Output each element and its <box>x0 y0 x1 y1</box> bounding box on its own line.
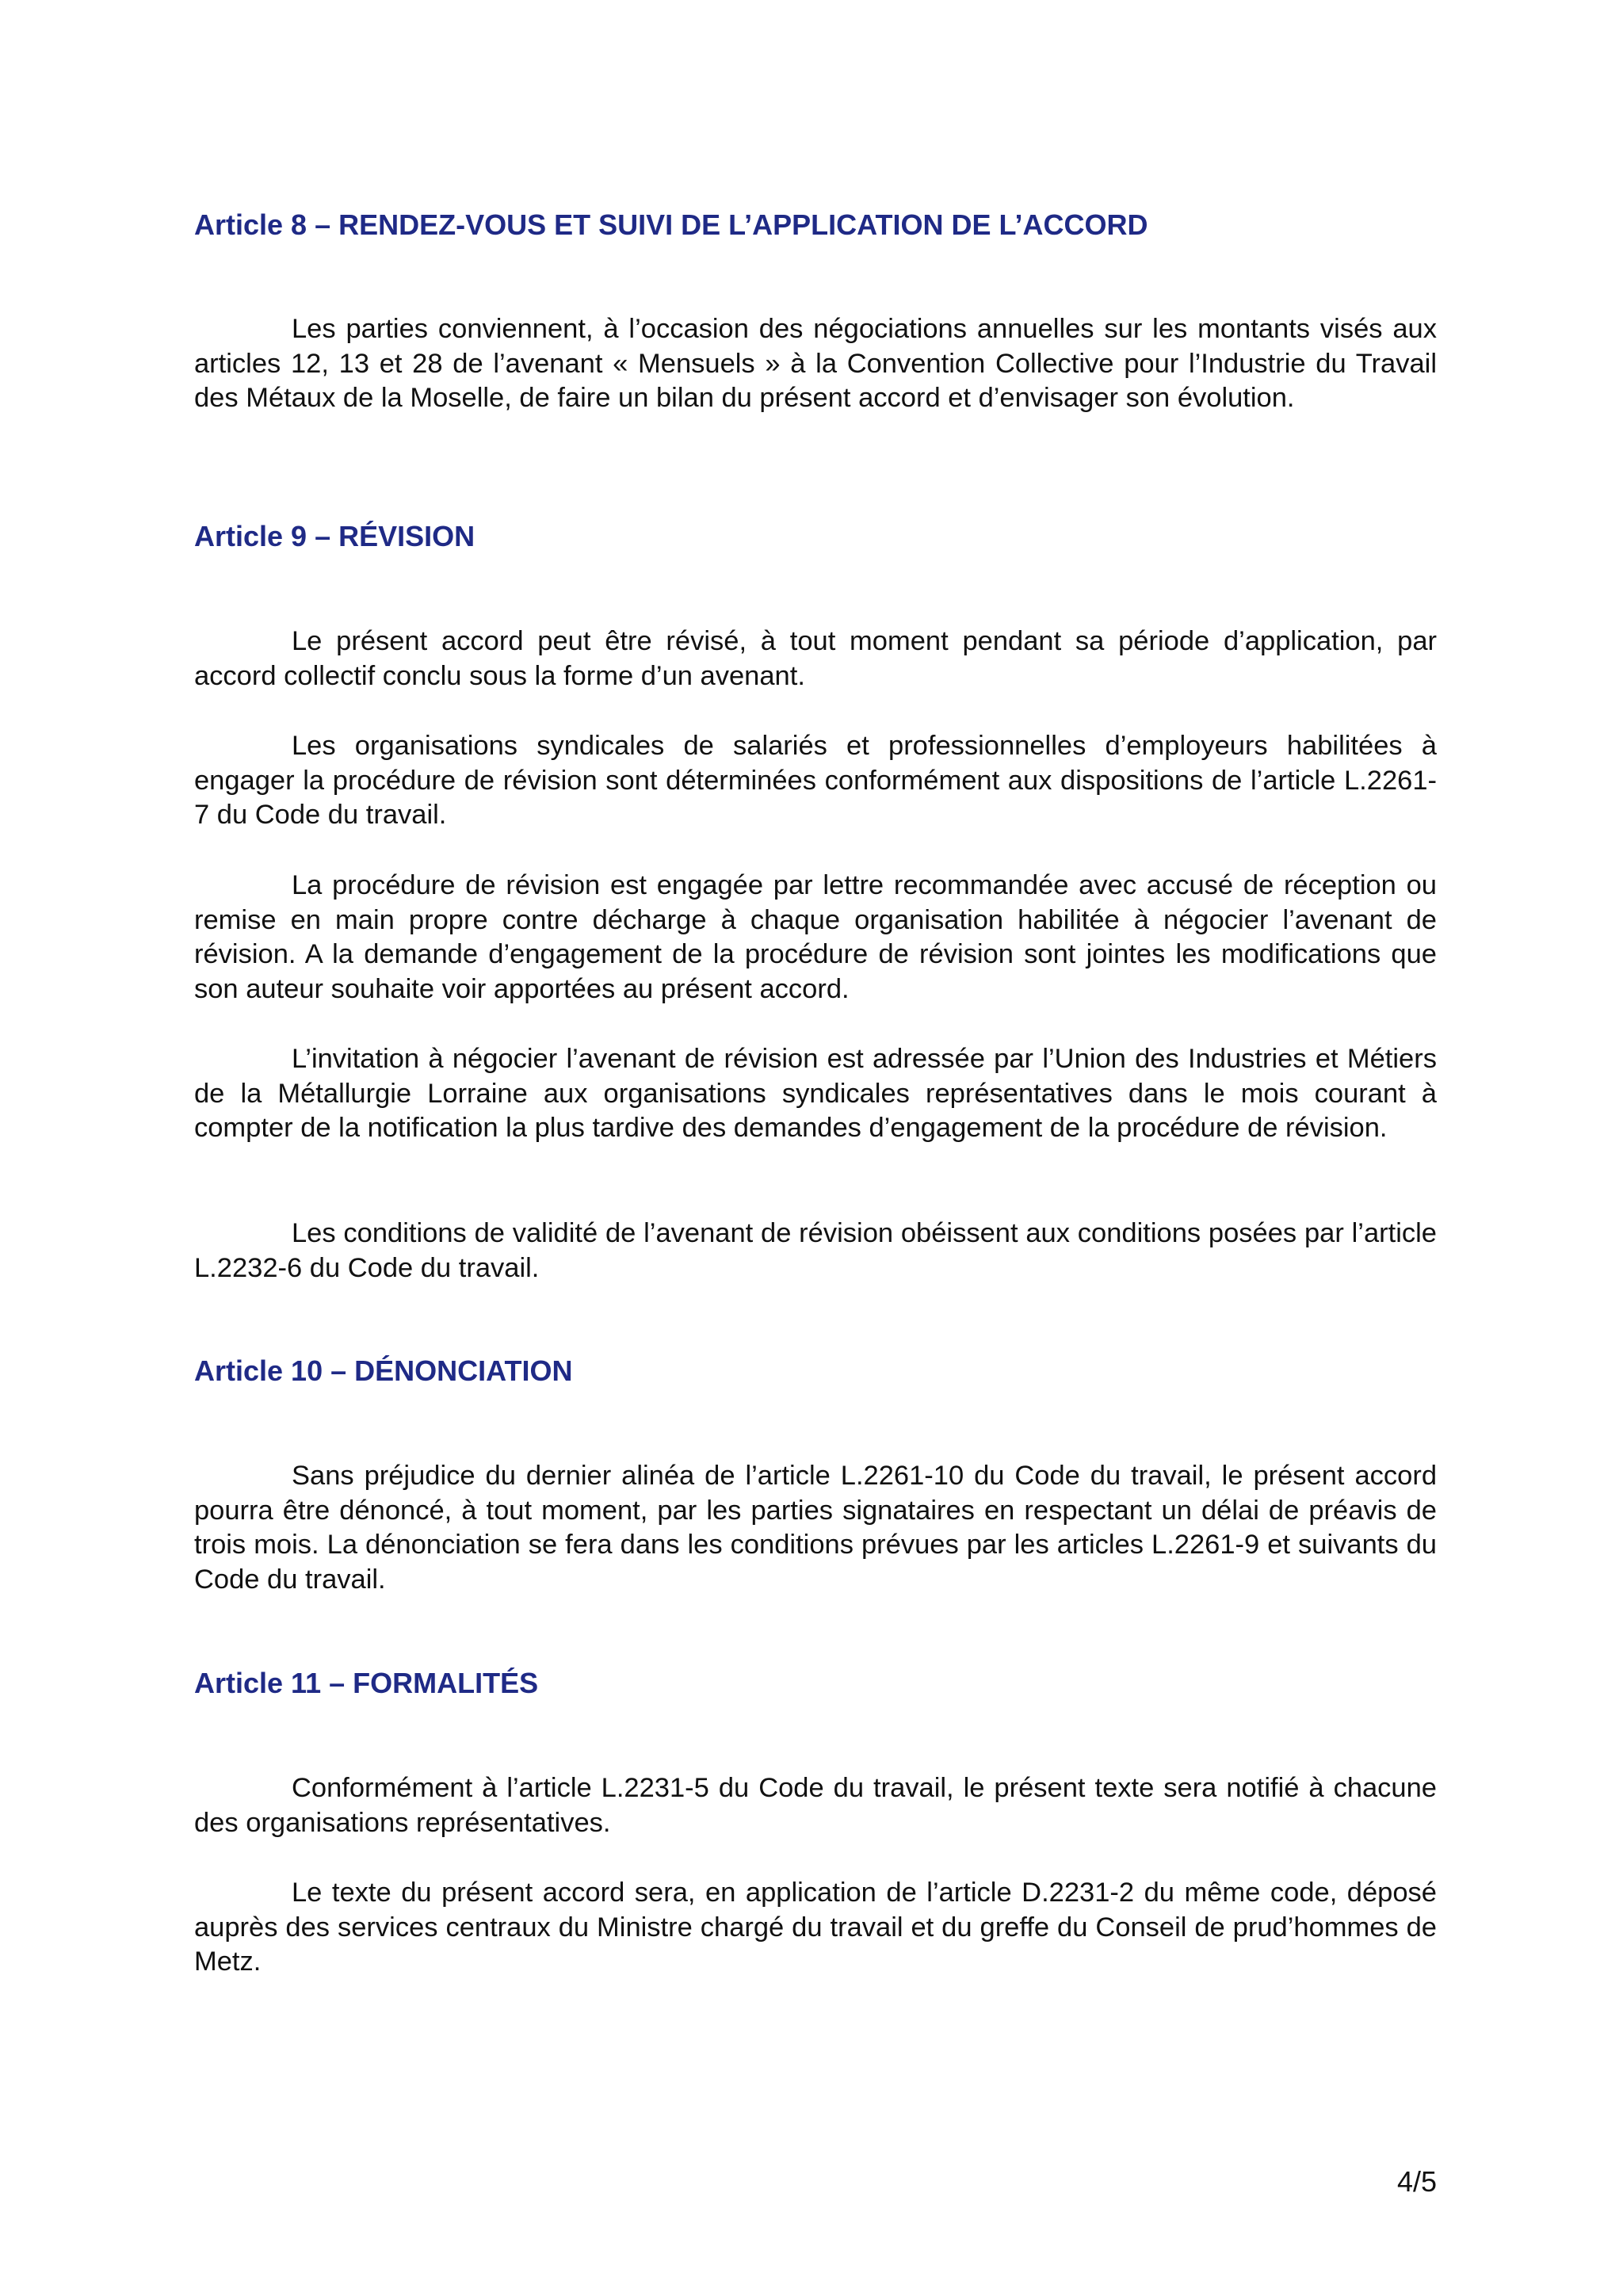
article-9-paragraph-2: Les organisations syndicales de salariés et professionnelles d’employeurs habilitées à engager la procédure de révision sont déterminées conformément aux dispositions de l’article L.2261-7 du Code du travail. <box>194 731 1437 831</box>
article-10-paragraph-1: Sans préjudice du dernier alinéa de l’article L.2261-10 du Code du travail, le présent accord pourra être dénoncé, à tout moment, par les parties signataires en respectant un délai de préavis de trois mois. La dénonciation se fera dans les conditions prévues par les articles L.2261-9 et suivants du Code du travail. <box>194 1461 1437 1595</box>
document-page <box>194 0 1437 2296</box>
article-8-paragraph-1: Les parties conviennent, à l’occasion des négociations annuelles sur les montants visés aux articles 12, 13 et 28 de l’avenant « Mensuels » à la Convention Collective pour l’Industrie du Travail des Métaux de la Moselle, de faire un bilan du présent accord et d’envisager son évolution. <box>194 314 1437 414</box>
article-11-heading: Article 11 – FORMALITÉS <box>194 1667 539 1699</box>
article-9-paragraph-1: Le présent accord peut être révisé, à tout moment pendant sa période d’application, par accord collectif conclu sous la forme d’un avenant. <box>194 626 1437 691</box>
article-9-paragraph-4: L’invitation à négocier l’avenant de révision est adressée par l’Union des Industries et Métiers de la Métallurgie Lorraine aux organisations syndicales représentatives dans le mois courant à compter de la notification la plus tardive des demandes d’engagement de la procédure de révision. <box>194 1044 1437 1144</box>
article-8-heading: Article 8 – RENDEZ-VOUS ET SUIVI DE L’APPLICATION DE L’ACCORD <box>194 208 1148 241</box>
page-number: 4/5 <box>1396 2165 1437 2198</box>
article-9-paragraph-3: La procédure de révision est engagée par lettre recommandée avec accusé de réception ou remise en main propre contre décharge à chaque organisation habilitée à négocier l’avenant de révision. A la demande d’engagement de la procédure de révision sont jointes les modifications que son auteur souhaite voir apportées au présent accord. <box>194 870 1437 1004</box>
article-10-heading: Article 10 – DÉNONCIATION <box>194 1354 573 1387</box>
article-11-paragraph-1: Conformément à l’article L.2231-5 du Code du travail, le présent texte sera notifié à chacune des organisations représentatives. <box>194 1773 1437 1838</box>
article-11-paragraph-2: Le texte du présent accord sera, en application de l’article D.2231-2 du même code, déposé auprès des services centraux du Ministre chargé du travail et du greffe du Conseil de prud’hommes de Metz. <box>194 1878 1437 1977</box>
article-9-heading: Article 9 – RÉVISION <box>194 520 475 552</box>
article-9-paragraph-5: Les conditions de validité de l’avenant de révision obéissent aux conditions posées par l’article L.2232-6 du Code du travail. <box>194 1218 1437 1283</box>
